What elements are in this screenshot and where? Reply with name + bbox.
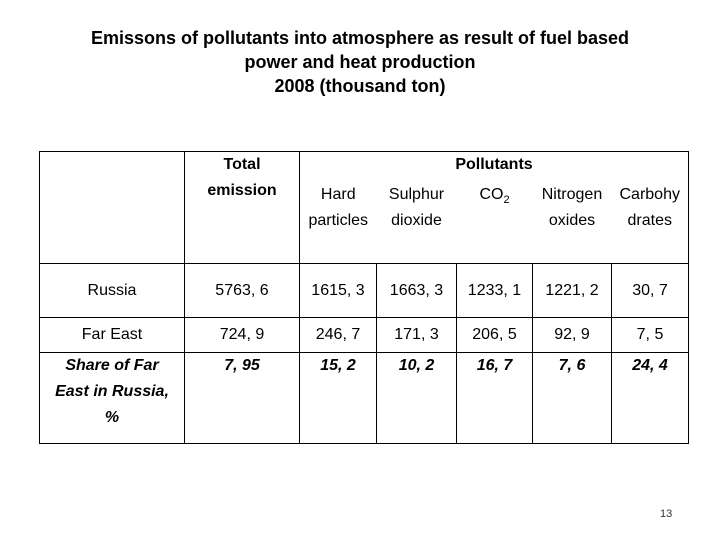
- title-line-1: Emissons of pollutants into atmosphere as result of fuel based: [90, 28, 630, 48]
- table-cell: 7, 95: [185, 353, 300, 444]
- corner-cell: [40, 152, 185, 264]
- table-row: [40, 353, 689, 444]
- table-row: [40, 264, 689, 318]
- table-cell: 1233, 1: [457, 264, 533, 318]
- col-sulphur-dioxide-line-1: Sulphur: [388, 186, 445, 203]
- table-cell: 7, 5: [612, 318, 689, 353]
- col-co2-subscript: 2: [503, 194, 510, 207]
- table-cell: 724, 9: [185, 318, 300, 353]
- col-co2-label: CO: [479, 186, 504, 203]
- row-label-share-line-3: %: [104, 409, 120, 426]
- table-cell: 1615, 3: [300, 264, 377, 318]
- col-sulphur-dioxide-line-2: dioxide: [391, 212, 442, 229]
- col-hard-particles: [300, 178, 377, 264]
- table-cell: 10, 2: [377, 353, 457, 444]
- title-line-2: power and heat production: [244, 52, 476, 72]
- total-header-line-2: emission: [207, 182, 277, 199]
- col-nitrogen-oxides-line-1: Nitrogen: [541, 186, 603, 203]
- table-cell: 206, 5: [457, 318, 533, 353]
- page-number: 13: [660, 508, 673, 520]
- slide-title: [40, 26, 680, 98]
- header-row: [40, 152, 689, 179]
- row-label-share-line-2: East in Russia,: [55, 383, 169, 400]
- table-cell: 92, 9: [533, 318, 612, 353]
- table-cell: 246, 7: [300, 318, 377, 353]
- emissions-table: [39, 151, 689, 444]
- table-cell: 5763, 6: [185, 264, 300, 318]
- table-cell: 7, 6: [533, 353, 612, 444]
- total-header-line-1: Total: [223, 156, 261, 173]
- row-label-far-east: Far East: [40, 318, 185, 353]
- col-carbohydrates: [612, 178, 689, 264]
- total-emission-header: [185, 152, 300, 264]
- col-co2: [457, 178, 533, 264]
- table-row: [40, 318, 689, 353]
- table-cell: 15, 2: [300, 353, 377, 444]
- table-cell: 30, 7: [612, 264, 689, 318]
- col-hard-particles-line-1: Hard: [320, 186, 356, 203]
- col-hard-particles-line-2: particles: [308, 212, 369, 229]
- col-nitrogen-oxides-line-2: oxides: [548, 212, 596, 229]
- table-cell: 171, 3: [377, 318, 457, 353]
- col-carbohydrates-line-1: Carbohy: [619, 186, 680, 203]
- row-label-russia: Russia: [40, 264, 185, 318]
- pollutants-header: Pollutants: [300, 152, 689, 179]
- col-nitrogen-oxides: [533, 178, 612, 264]
- table-cell: 1221, 2: [533, 264, 612, 318]
- table-cell: 1663, 3: [377, 264, 457, 318]
- col-carbohydrates-line-2: drates: [627, 212, 672, 229]
- row-label-share-line-1: Share of Far: [65, 357, 159, 374]
- title-line-3: 2008 (thousand ton): [274, 76, 446, 96]
- col-sulphur-dioxide: [377, 178, 457, 264]
- row-label-share: [40, 353, 185, 444]
- table-cell: 24, 4: [612, 353, 689, 444]
- table-cell: 16, 7: [457, 353, 533, 444]
